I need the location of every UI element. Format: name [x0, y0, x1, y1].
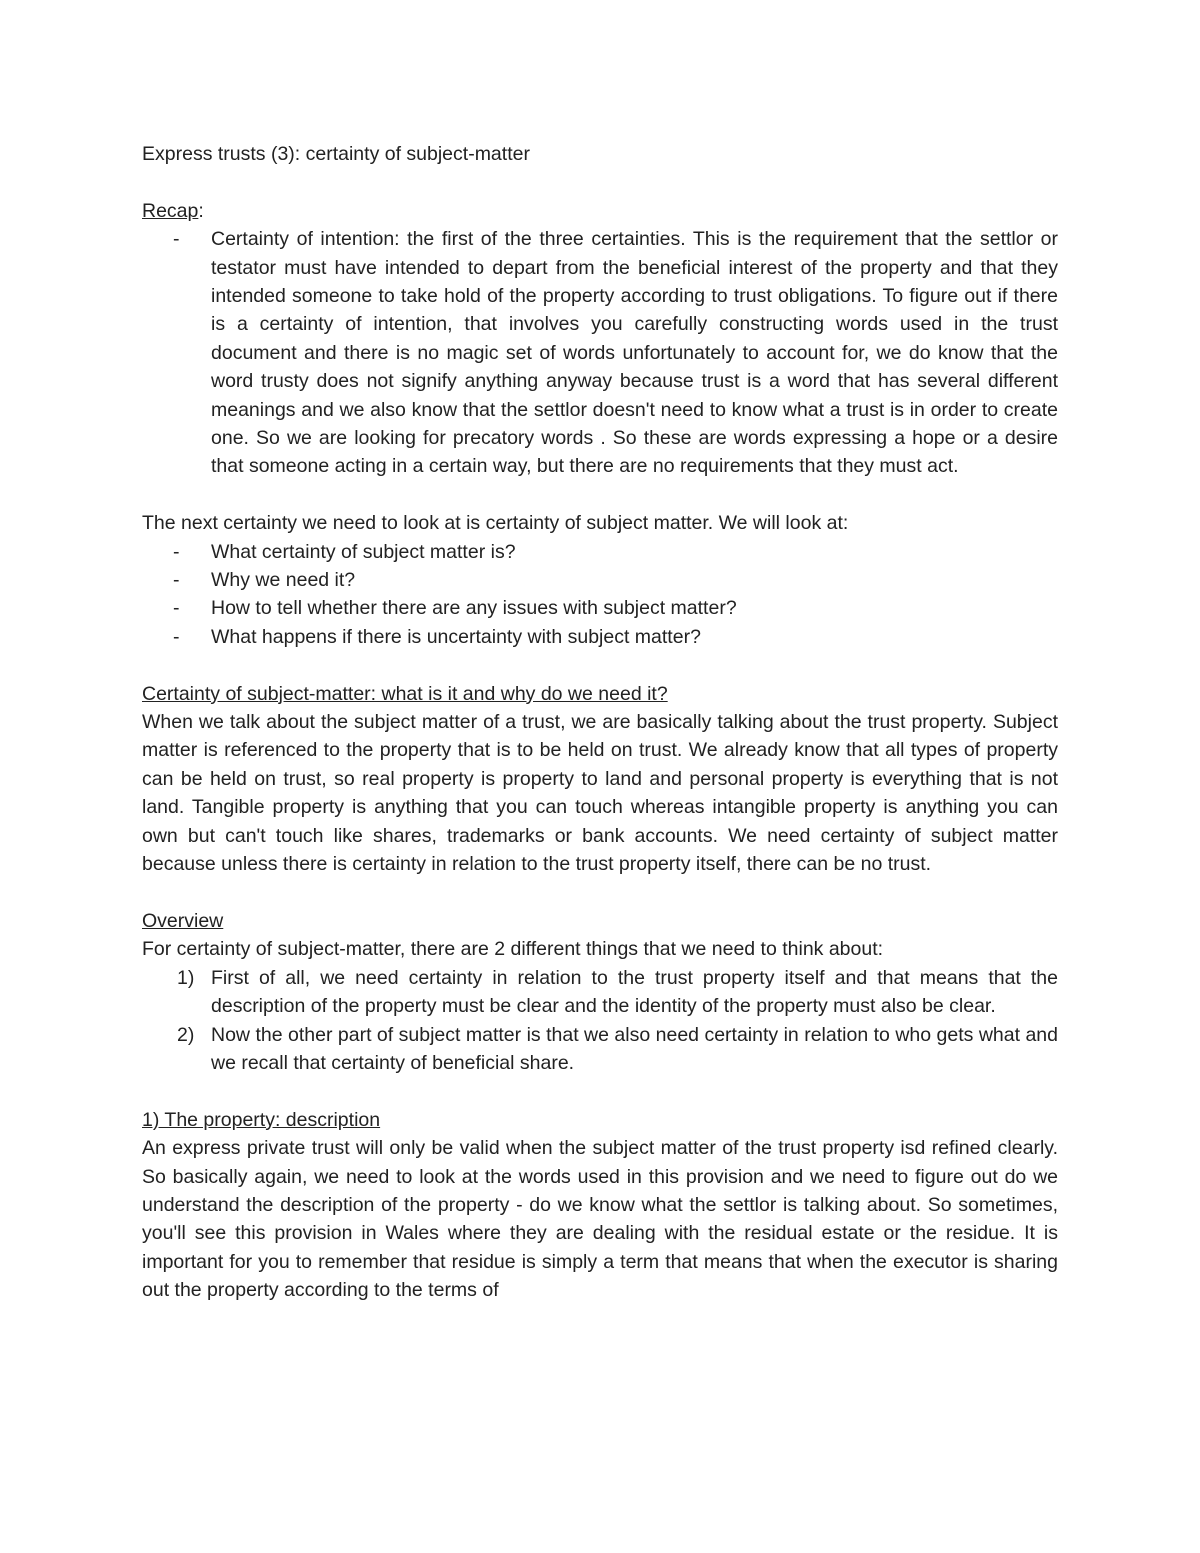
dash-marker: - [173, 569, 180, 592]
dash-marker: - [173, 540, 180, 563]
recap-heading: Recap [142, 199, 199, 222]
list-item [142, 538, 1058, 566]
overview-list [142, 964, 1058, 1078]
section-heading-what-is-it: Certainty of subject-matter: what is it and why do we need it? [142, 682, 668, 705]
spacer [142, 481, 1058, 509]
list-item-text: What happens if there is uncertainty with subject matter? [211, 625, 701, 648]
dash-marker: - [173, 625, 180, 648]
recap-heading-line [142, 197, 1058, 225]
list-item-text: First of all, we need certainty in relation to the trust property itself and that means that the description of the property must be clear and the identity of the property must also be clear. [211, 966, 1058, 1018]
recap-heading-colon: : [198, 199, 204, 222]
list-item [142, 623, 1058, 651]
spacer [142, 651, 1058, 679]
list-item [142, 1021, 1058, 1078]
document-title: Express trusts (3): certainty of subject-matter [142, 143, 530, 165]
next-list [142, 538, 1058, 652]
list-item [142, 225, 1058, 481]
list-item-text: What certainty of subject matter is? [211, 540, 516, 563]
number-marker: 1) [177, 966, 195, 989]
spacer [142, 879, 1058, 907]
spacer [142, 1077, 1058, 1105]
list-item-text: Why we need it? [211, 569, 356, 592]
section-heading-property-description: 1) The property: description [142, 1108, 381, 1131]
list-item [142, 964, 1058, 1021]
section-heading-overview: Overview [142, 909, 224, 932]
recap-list [142, 225, 1058, 481]
dash-marker: - [173, 228, 180, 251]
list-item [142, 594, 1058, 622]
overview-intro: For certainty of subject-matter, there are 2 different things that we need to think about: [142, 938, 884, 961]
next-intro: The next certainty we need to look at is certainty of subject matter. We will look at: [142, 512, 849, 535]
dash-marker: - [173, 597, 180, 620]
number-marker: 2) [177, 1023, 195, 1046]
list-item-text: Now the other part of subject matter is that we also need certainty in relation to who gets what and we recall that certainty of beneficial share. [211, 1023, 1058, 1074]
list-item-text: How to tell whether there are any issues with subject matter? [211, 597, 737, 620]
list-item [142, 566, 1058, 594]
list-item-text: Certainty of intention: the first of the three certainties. This is the requirement that the settlor or testator must have intended to depart from the beneficial interest of the property and that they intended someone to take hold of the property according to trust obligations. To figure out if there is a certainty of intention, that involves you carefully constructing words used in the trust document and there is no magic set of words unfortunately to account for, we do know that the word trusty does not signify anything anyway because trust is a word that has several different meanings and we also know that the settlor doesn't need to know what a trust is in order to create one. So we are looking for precatory words . So these are words expressing a hope or a desire that someone acting in a certain way, but there are no requirements that they must act. [211, 228, 1058, 478]
document-page [142, 140, 1058, 1305]
section-body-what-is-it: When we talk about the subject matter of a trust, we are basically talking about the trust property. Subject matter is referenced to the property that is to be held on trust. We already know that all types of property can be held on trust, so real property is property to land and personal property is everything that is not land. Tangible property is anything that you can touch whereas intangible property is anything you can own but can't touch like shares, trademarks or bank accounts. We need certainty of subject matter because unless there is certainty in relation to the trust property itself, there can be no trust. [142, 711, 1058, 876]
section-body-property-description: An express private trust will only be valid when the subject matter of the trust property isd refined clearly. So basically again, we need to look at the words used in this provision and we need to figure out do we understand the description of the property - do we know what the settlor is talking about. So sometimes, you'll see this provision in Wales where they are dealing with the residual estate or the residue. It is important for you to remember that residue is simply a term that means that when the executor is sharing out the property according to the terms of [142, 1137, 1058, 1302]
